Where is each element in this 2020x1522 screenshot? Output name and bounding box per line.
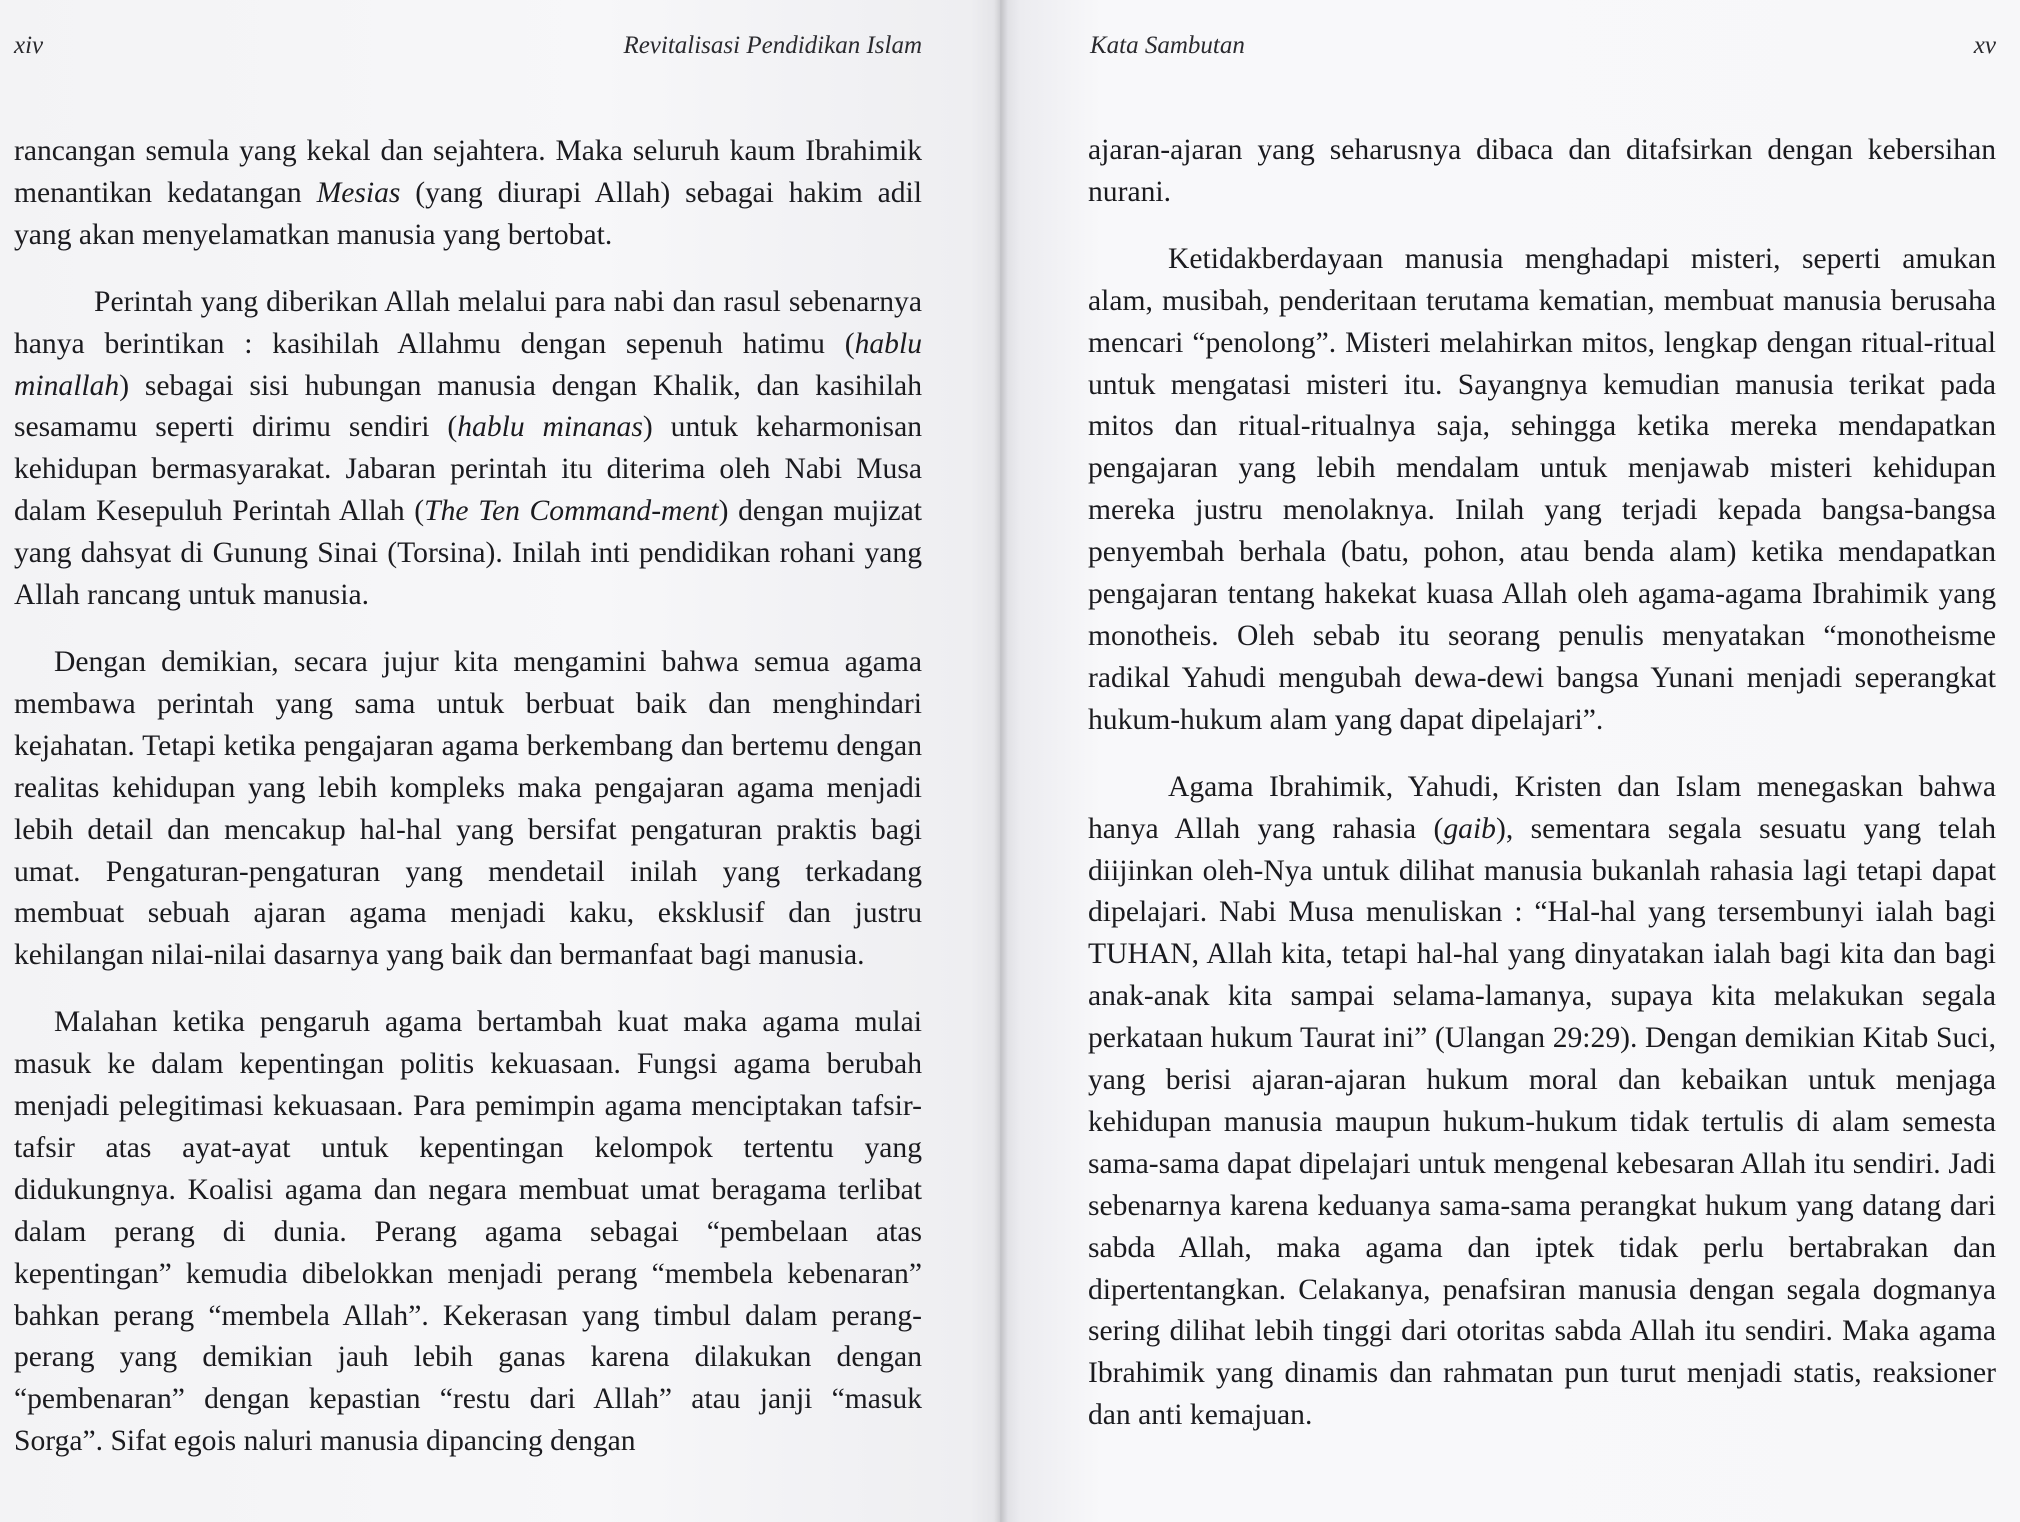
left-paragraph-3: Dengan demikian, secara jujur kita mengamini bahwa semua agama membawa perintah yang sama untuk berbuat baik dan menghindari kejahatan. Tetapi ketika pengajaran agama berkembang dan bertemu dengan realitas kehidupan yang lebih kompleks maka pengajaran agama menjadi lebih detail dan mencakup hal-hal yang bersifat pengaturan praktis bagi umat. Pengaturan-pengaturan yang mendetail inilah yang terkadang membuat sebuah ajaran agama menjadi kaku, eksklusif dan justru kehilangan nilai-nilai dasarnya yang baik dan bermanfaat bagi manusia. — [14, 645, 922, 972]
right-page-body — [1088, 130, 1996, 1437]
italic-term: gaib — [1443, 812, 1496, 845]
book-gutter — [994, 0, 1008, 1522]
right-paragraph-3 — [1088, 767, 1996, 1438]
text-run: ) sebagai sisi hubungan manusia dengan Khalik, dan kasihilah sesamamu seperti dirimu sendiri ( — [14, 369, 922, 444]
italic-term: hablu minallah — [14, 327, 922, 402]
italic-term: Mesias — [316, 176, 401, 209]
right-paragraph-2: Ketidakberdayaan manusia menghadapi misteri, seperti amukan alam, musibah, penderitaan terutama kematian, membuat manusia berusaha mencari “penolong”. Misteri melahirkan mitos, lengkap dengan ritual-ritual untuk mengatasi misteri itu. Sayangnya kemudian manusia terikat pada mitos dan ritual-ritualnya saja, sehingga ketika mereka mendapatkan pengajaran yang lebih mendalam untuk menjawab misteri kehidupan mereka justru menolaknya. Inilah yang terjadi kepada bangsa-bangsa penyembah berhala (batu, pohon, atau benda alam) ketika mendapatkan pengajaran tentang hakekat kuasa Allah oleh agama-agama Ibrahimik yang monotheis. Oleh sebab itu seorang penulis menyatakan “monotheisme radikal Yahudi mengubah dewa-dewi bangsa Yunani menjadi seperangkat hukum-hukum alam yang dapat dipelajari”. — [1088, 242, 1996, 736]
text-run: rancangan semula yang kekal dan sejahtera. Maka seluruh kaum Ibrahimik menantikan kedatangan — [14, 135, 922, 209]
left-page — [0, 0, 1000, 1522]
text-run: ), sementara segala sesuatu yang telah diijinkan oleh-Nya untuk dilihat manusia bukanlah rahasia lagi tetapi dapat dipelajari. Nabi Musa menuliskan : “Hal-hal yang tersembunyi ialah bagi TUHAN, Allah kita, tetapi hal-hal yang dinyatakan ialah bagi kita dan bagi anak-anak kita sampai selama-lamanya, supaya kita melakukan segala perkataan hukum Taurat ini” (Ulangan 29:29). Dengan demikian Kitab Suci, yang berisi ajaran-ajaran hukum moral dan kebaikan untuk menjaga kehidupan manusia maupun hukum-hukum tidak tertulis di alam semesta sama-sama dapat dipelajari untuk mengenal kebesaran Allah itu sendiri. Jadi sebenarnya karena keduanya sama-sama perangkat hukum yang datang dari sabda Allah, maka agama dan iptek tidak perlu bertabrakan dan dipertentangkan. Celakanya, penafsiran manusia dengan segala dogmanya sering dilihat lebih tinggi dari otoritas sabda Allah itu sendiri. Maka agama Ibrahimik yang dinamis dan rahmatan pun turut menjadi statis, reaksioner dan anti kemajuan. — [1088, 812, 1997, 1432]
left-paragraph-2 — [14, 282, 922, 617]
left-paragraph-1 — [14, 131, 922, 257]
text-run: (yang diurapi Allah) sebagai hakim adil yang akan menyelamatkan manusia yang bertobat. — [14, 176, 922, 251]
text-run: Agama Ibrahimik, Yahudi, Kristen dan Islam menegaskan bahwa hanya Allah yang rahasia ( — [1088, 770, 1996, 845]
italic-term: The Ten Command-ment — [424, 495, 719, 528]
right-paragraph-1: ajaran-ajaran yang seharusnya dibaca dan ditafsirkan dengan kebersihan nurani. — [1088, 134, 1996, 208]
running-title-left: Revitalisasi Pendidikan Islam — [623, 32, 922, 59]
text-run: ) untuk keharmonisan kehidupan bermasyarakat. Jabaran perintah itu diterima oleh Nabi Musa dalam Kesepuluh Perintah Allah ( — [14, 411, 923, 528]
page-number-left: xiv — [14, 32, 44, 59]
left-paragraph-4: Malahan ketika pengaruh agama bertambah kuat maka agama mulai masuk ke dalam kepentingan politis kekuasaan. Fungsi agama berubah menjadi pelegitimasi kekuasaan. Para pemimpin agama menciptakan tafsir-tafsir atas ayat-ayat untuk kepentingan kelompok tertentu yang didukungnya. Koalisi agama dan negara membuat umat beragama terlibat dalam perang di dunia. Perang agama sebagai “pembelaan atas kepentingan” kemudia dibelokkan menjadi perang “membela kebenaran” bahkan perang “membela Allah”. Kekerasan yang timbul dalam perang-perang yang demikian jauh lebih ganas karena dilakukan dengan “pembenaran” dengan kepastian “restu dari Allah” atau janji “masuk Sorga”. Sifat egois naluri manusia dipancing dengan — [14, 1006, 922, 1458]
left-page-body — [14, 131, 922, 1463]
running-title-right: Kata Sambutan — [1090, 32, 1245, 59]
text-run: ) dengan mujizat yang dahsyat di Gunung Sinai (Torsina). Inilah inti pendidikan rohani yang Allah rancang untuk manusia. — [14, 495, 922, 612]
right-page — [1000, 0, 2020, 1522]
page-number-right: xv — [1973, 32, 1996, 59]
italic-term: hablu minanas — [457, 411, 643, 444]
text-run: Perintah yang diberikan Allah melalui para nabi dan rasul sebenarnya hanya berintikan : kasihilah Allahmu dengan sepenuh hatimu ( — [14, 285, 922, 360]
